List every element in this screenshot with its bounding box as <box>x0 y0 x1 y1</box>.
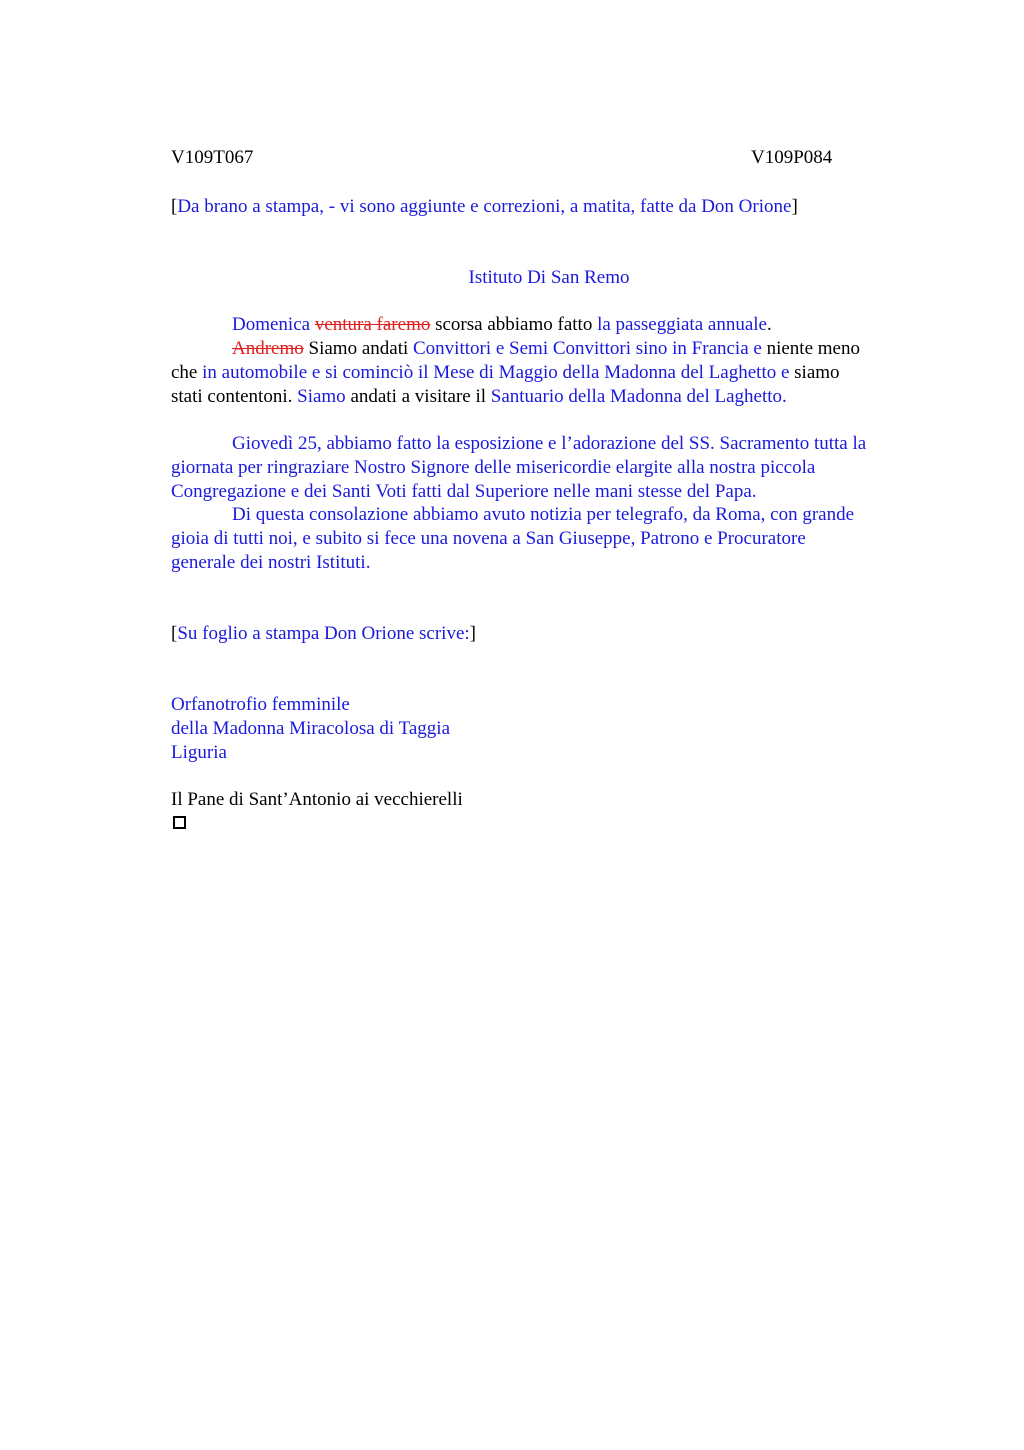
struck-text: ventura faremo <box>314 314 431 335</box>
header-right-code: V109P084 <box>751 147 833 168</box>
section-title: Istituto Di San Remo <box>468 267 630 288</box>
para2-line5: gioia di tutti noi, e subito si fece una novena a San Giuseppe, Patrono e Procuratore <box>171 528 806 549</box>
para2-line1: Giovedì 25, abbiamo fatto la esposizione e l’adorazione del SS. Sacramento tutta la <box>232 433 867 454</box>
editorial-note-text: Da brano a stampa, - vi sono aggiunte e correzioni, a matita, fatte da Don Orione <box>177 196 792 217</box>
para1-line1: Domenica ventura faremo scorsa abbiamo fatto la passeggiata annuale. <box>232 314 772 335</box>
address-line1: Orfanotrofio femminile <box>171 694 350 715</box>
closing-line: Il Pane di Sant’Antonio ai vecchierelli <box>171 789 463 810</box>
bracket-open: [ <box>171 196 178 217</box>
bracket-close: ] <box>469 623 476 644</box>
header-left-code: V109T067 <box>171 147 254 168</box>
para1-line4: stati contentoni. Siamo andati a visitare il Santuario della Madonna del Laghetto. <box>171 386 787 407</box>
para1-line2: Andremo Siamo andati Convittori e Semi Convittori sino in Francia e niente meno <box>232 338 860 359</box>
bracket-close: ] <box>791 196 798 217</box>
para2-line2: giornata per ringraziare Nostro Signore delle misericordie elargite alla nostra piccola <box>171 457 816 478</box>
address-line3: Liguria <box>171 742 227 763</box>
editorial-note <box>171 195 798 219</box>
address-line2: della Madonna Miracolosa di Taggia <box>171 718 451 739</box>
bracket-open: [ <box>171 623 178 644</box>
editorial-note-2-text: Su foglio a stampa Don Orione scrive: <box>177 623 470 644</box>
editorial-note-2 <box>171 622 476 646</box>
struck-text: Andremo <box>232 338 304 359</box>
para2-line3: Congregazione e dei Santi Voti fatti dal Superiore nelle mani stesse del Papa. <box>171 481 757 502</box>
para1-line3: che in automobile e si cominciò il Mese di Maggio della Madonna del Laghetto e siamo <box>171 362 840 383</box>
para2-line4: Di questa consolazione abbiamo avuto notizia per telegrafo, da Roma, con grande <box>232 504 855 525</box>
empty-box-icon <box>173 816 186 829</box>
para2-line6: generale dei nostri Istituti. <box>171 552 371 573</box>
